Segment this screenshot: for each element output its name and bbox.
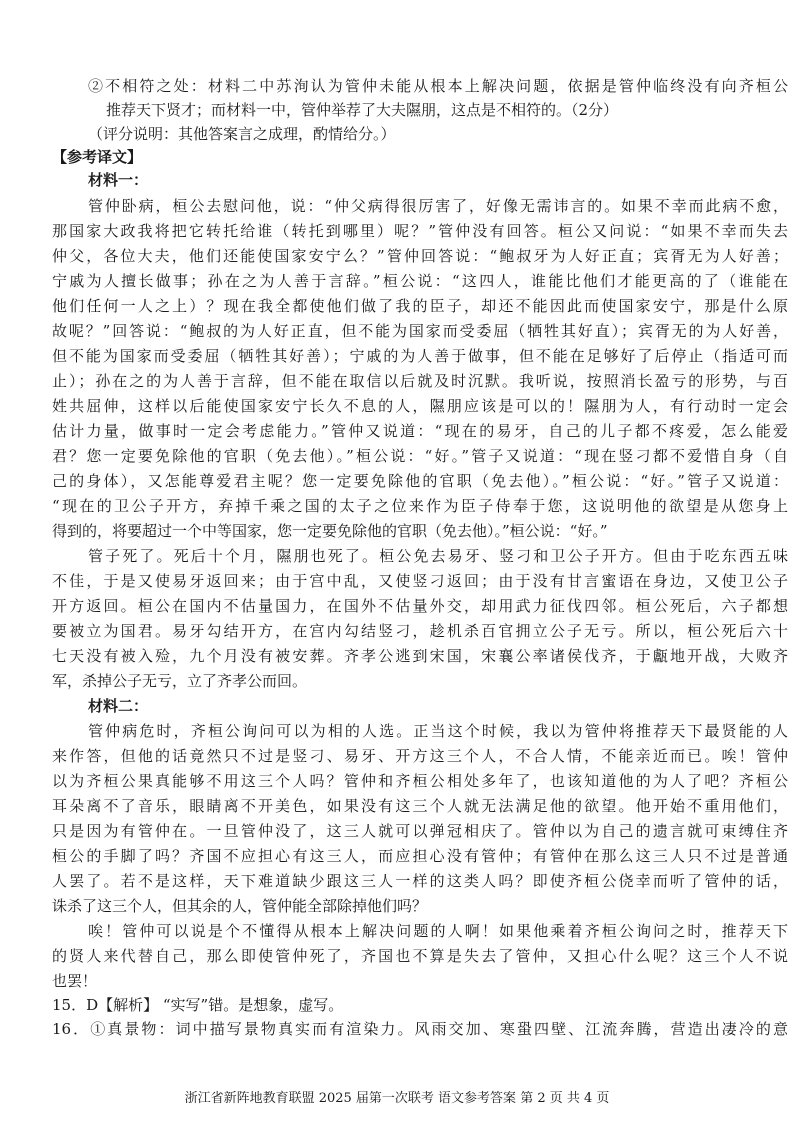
- text-line: 估计力量，做事时一定会考虑能力。”管仲又说道：“现在的易牙，自己的儿子都不疼爱，怎么能爱: [52, 422, 788, 440]
- text-line: 要被立为国君。易牙勾结开方，在宫内勾结竖刁，趁机杀百官拥立公子无亏。所以，桓公死后六十: [52, 622, 788, 640]
- text-line: 唉！管仲可以说是个不懂得从根本上解决问题的人啊！如果他乘着齐桓公询问之时，推荐天下: [88, 922, 788, 940]
- text-line: （评分说明：其他答案言之成理，酌情给分。）: [88, 125, 396, 143]
- text-line: 材料一：: [88, 171, 149, 189]
- text-line: ②不相符之处：材料二中苏洵认为管仲未能从根本上解决问题，依据是管仲临终没有向齐桓公: [88, 77, 788, 95]
- text-line: 诛杀了这三个人，但其余的人，管仲能全部除掉他们吗？: [52, 897, 428, 915]
- text-line: 止）；孙在之的为人善于言辞，但不能在取信以后就及时沉默。我听说，按照消长盈亏的形势，与百: [52, 372, 788, 390]
- text-line: 16．①真景物：词中描写景物真实而有渲染力。风雨交加、寒蛩四壁、江流奔腾，营造出凄冷的意: [52, 1020, 788, 1038]
- text-line: 开方返回。桓公在国内不估量国力，在国外不估量外交，却用武力征伐四邻。桓公死后，六子都想: [52, 597, 788, 615]
- text-line: 人罢了。若不是这样，天下难道缺少跟这三人一样的这类人吗？即使齐桓公侥幸而听了管仲的话，: [52, 872, 788, 890]
- text-line: “现在的卫公子开方，弃掉千乘之国的太子之位来作为臣子侍奉于您，这说明他的欲望是从您身上: [52, 497, 788, 515]
- text-line: 桓公的手脚了吗？齐国不应担心有这三人，而应担心没有管仲；有管仲在那么这三人只不过是普通: [52, 847, 788, 865]
- text-line: 军，杀掉公子无亏，立了齐孝公而回。: [52, 672, 308, 690]
- text-line: 他们任何一人之上）？现在我全都使他们做了我的臣子，却还不能因此而使国家安宁，那是什么原: [52, 297, 788, 315]
- text-line: 耳朵离不了音乐，眼睛离不开美色，如果没有这三个人就无法满足他的欲望。他开始不重用他们，: [52, 797, 788, 815]
- text-line: 15．D【解析】 “实写”错。是想象，虚写。: [52, 996, 344, 1014]
- text-line: 推荐天下贤才；而材料一中，管仲举荐了大夫隰朋，这点是不相符的。（2分）: [106, 101, 619, 119]
- text-line: 故呢？”回答说：“鲍叔的为人好正直，但不能为国家而受委屈（牺牲其好直）；宾胥无的为人好善，: [52, 322, 788, 340]
- text-line: 只是因为有管仲在。一旦管仲没了，这三人就可以弹冠相庆了。管仲以为自己的遗言就可束缚住齐: [52, 822, 788, 840]
- text-line: 的贤人来代替自己，那么即使管仲死了，齐国也不算是失去了管仲，又担心什么呢？这三个人不说: [52, 947, 788, 965]
- text-line: 得到的，将要超过一个中等国家，您一定要免除他的官职（免去他）。”桓公说：“好。”: [52, 522, 608, 540]
- text-line: 来作答，但他的话竟然只不过是竖刁、易牙、开方这三个人，不合人情，不能亲近而已。唉！管仲: [52, 747, 788, 765]
- text-line: 那国家大政我将把它转托给谁（转托到哪里）呢？”管仲没有回答。桓公又问说：“如果不幸而失去: [52, 222, 788, 240]
- text-line: 不佳，于是又使易牙返回来；由于宫中乱，又使竖刁返回；由于没有甘言蜜语在身边，又使卫公子: [52, 572, 788, 590]
- text-line: 姓共屈伸，这样以后能使国家安宁长久不息的人，隰朋应该是可以的！隰朋为人，有行动时一定会: [52, 397, 788, 415]
- text-line: 己的身体），又怎能尊爱君主呢？您一定要免除他的官职（免去他）。”桓公说：“好。”管子又说道：: [52, 472, 788, 490]
- text-line: 管仲卧病，桓公去慰问他，说：“仲父病得很厉害了，好像无需讳言的。如果不幸而此病不愈，: [88, 197, 788, 215]
- page-footer: 浙江省新阵地教育联盟 2025 届第一次联考 语文参考答案 第 2 页 共 4 页: [184, 1091, 610, 1106]
- text-line: 宁戚为人擅长做事；孙在之为人善于言辞。”桓公说：“这四人，谁能比他们才能更高的了（谁能在: [52, 272, 788, 290]
- text-line: 仲父，各位大夫，他们还能使国家安宁么？”管仲回答说：“鲍叔牙为人好正直；宾胥无为人好善；: [52, 247, 788, 265]
- text-line: 材料二：: [88, 697, 149, 715]
- text-line: 七天没有被入殓，九个月没有被安葬。齐孝公逃到宋国，宋襄公率诸侯伐齐，于甗地开战，大败齐: [52, 647, 788, 665]
- text-line: 以为齐桓公果真能够不用这三个人吗？管仲和齐桓公相处多年了，也该知道他的为人了吧？齐桓公: [52, 772, 788, 790]
- text-line: 也罢！: [52, 972, 98, 990]
- text-line: 【参考译文】: [52, 148, 143, 166]
- text-line: 君？您一定要免除他的官职（免去他）。”桓公说：“好。”管子又说道：“现在竖刁都不爱惜自身（自: [52, 447, 788, 465]
- text-line: 但不能为国家而受委屈（牺牲其好善）；宁戚的为人善于做事，但不能在足够好了后停止（指适可而: [52, 347, 788, 365]
- text-line: 管子死了。死后十个月，隰朋也死了。桓公免去易牙、竖刁和卫公子开方。但由于吃东西五味: [88, 547, 788, 565]
- text-line: 管仲病危时，齐桓公询问可以为相的人选。正当这个时候，我以为管仲将推荐天下最贤能的人: [88, 722, 788, 740]
